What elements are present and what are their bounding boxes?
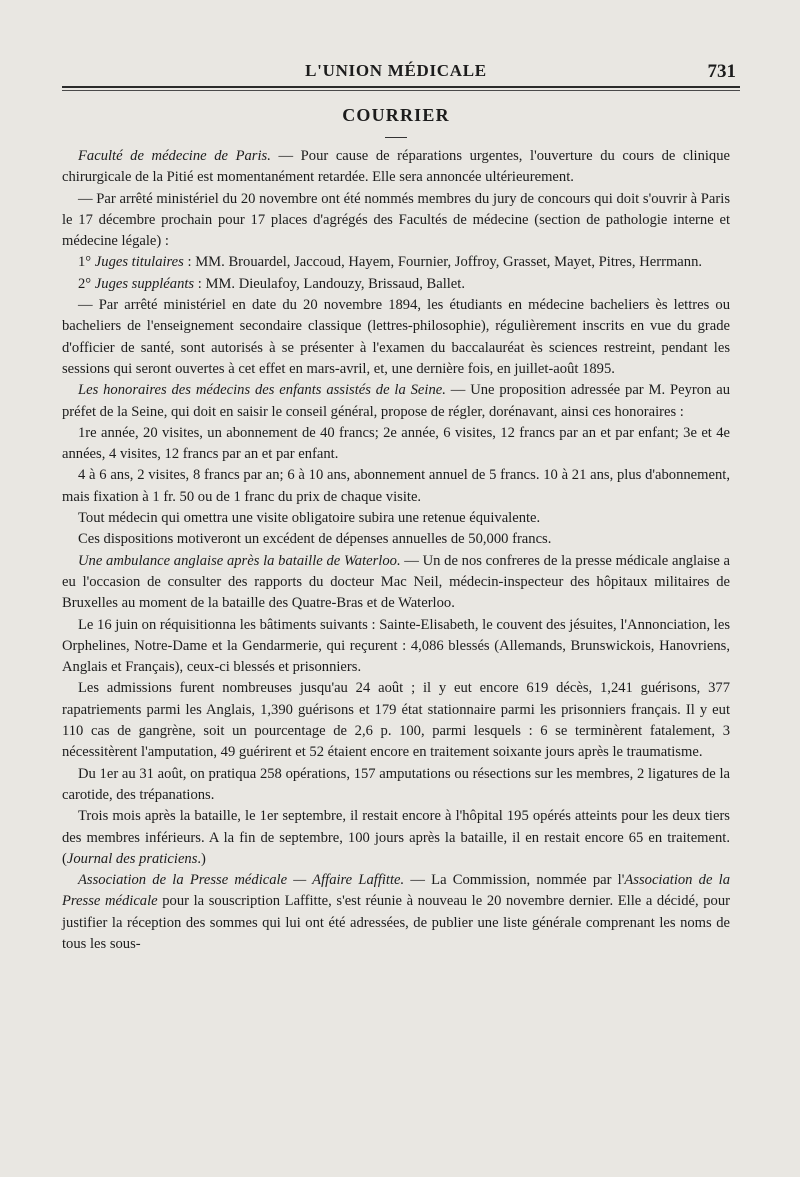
paragraph-annees [62,423,730,466]
paragraph-ages [62,465,730,508]
paragraph-juges-titulaires [62,252,730,273]
paragraph-lead: Juges titulaires [94,254,184,271]
paragraph-admissions [62,678,730,763]
paragraph-text: Du 1er au 31 août, on pratiqua 258 opérations, 157 amputations ou résections sur les membres, 2 ligatures de la carotide, des trépanations. [62,765,730,803]
paragraph-lead: Association de la Presse médicale — Affaire Laffitte. [78,872,405,889]
paragraph-text-2: pour la souscription Laffitte, s'est réunie à nouveau le 20 novembre dernier. Elle a décidé, pour justifier la réception des sommes qui lui ont été adressées, de publier une liste générale comprenant les noms de tous les sous- [62,893,730,952]
paragraph-association [62,870,730,955]
paragraph-text: : MM. Brouardel, Jaccoud, Hayem, Fournier, Joffroy, Grasset, Mayet, Pitres, Herrmann. [183,254,703,271]
paragraph-text: — Une proposition adressée par M. Peyron au préfet de la Seine, qui doit en saisir le conseil général, propose de régler, dorénavant, ainsi ces honoraires : [62,382,730,420]
paragraph-requisition [62,615,730,679]
paragraph-source: Journal des praticiens [66,850,198,867]
paragraph-text: — Pour cause de réparations urgentes, l'ouverture du cours de clinique chirurgicale de la Pitié est momentanément retardée. Elle sera annoncée ultérieurement. [62,148,730,186]
paragraph-text: : MM. Dieulafoy, Landouzy, Brissaud, Ballet. [194,275,465,292]
paragraph-lead: Les honoraires des médecins des enfants assistés de la Seine. [78,382,446,399]
paragraph-text: Les admissions furent nombreuses jusqu'au 24 août ; il y eut encore 619 décès, 1,241 guérisons, 377 rapatriements parmi les Anglais, 1,390 guérisons et 179 état stationnaire parmi les prisonniers français. Il y eut 110 cas de gangrène, soit un pourcentage de 2,6 p. 100, parmi lesquels : 6 se terminèrent fatalement, 3 nécessitèrent l'amputation, 49 guérirent et 52 étaient encore en traitement soixante jours après le traumatisme. [62,680,730,761]
page-number: 731 [707,61,736,82]
paragraph-retenue [62,508,730,529]
paragraph-jury [62,189,730,253]
header-rule-thick [62,86,740,88]
paragraph-juges-suppleants [62,274,730,295]
page-header [62,58,736,84]
paragraph-lead: Faculté de médecine de Paris. [78,148,271,164]
paragraph-tail: .) [197,850,206,867]
section-title: COURRIER [342,105,450,125]
paragraph-text: Ces dispositions motiveront un excédent de dépenses annuelles de 50,000 francs. [78,531,552,548]
paragraph-operations [62,764,730,807]
paragraph-text: — La Commission, nommée par l' [404,872,625,889]
paragraph-lead: Juges suppléants [94,275,195,292]
paragraph-honoraires [62,380,730,423]
paragraph-text: Tout médecin qui omettra une visite obligatoire subira une retenue équivalente. [78,510,541,527]
paragraph-text: 1re année, 20 visites, un abonnement de 40 francs; 2e année, 6 visites, 12 francs par an et par enfant; 3e et 4e années, 4 visites, 12 francs par an et par enfant. [62,424,730,463]
paragraph-depenses [62,529,730,550]
paragraph-text: Trois mois après la bataille, le 1er septembre, il restait encore à l'hôpital 195 opérés atteints pour les deux tiers des membres inférieurs. A la fin de septembre, 100 jours après la bataille, il en restait encore 65 en traitement. ( [62,808,730,867]
paragraph-mid-italic: Association de la Presse médicale [62,872,730,910]
paragraph-text: Le 16 juin on réquisitionna les bâtiments suivants : Sainte-Elisabeth, le couvent des jésuites, l'Annonciation, les Orphelines, Notre-Dame et la Gendarmerie, qui reçurent : 4,086 blessés (Allemands, Brunswickois, Hanovriens, Anglais et Français), ceux-ci blessés et prisonniers. [62,616,730,676]
paragraph-trois-mois [62,806,730,870]
paragraph-text: — Par arrêté ministériel du 20 novembre ont été nommés membres du jury de concours qui doit s'ouvrir à Paris le 17 décembre prochain pour 17 places d'agrégés des Facultés de médecine (section de pathologie interne et médecine légale) : [62,190,730,250]
title-dash [385,137,407,138]
paragraph-prefix: 2° [78,275,95,292]
running-title: L'UNION MÉDICALE [305,61,487,80]
paragraph-waterloo [62,551,730,615]
paragraph-faculte [62,146,730,189]
paragraph-prefix: 1° [78,254,95,271]
paragraph-text: 4 à 6 ans, 2 visites, 8 francs par an; 6 à 10 ans, abonnement annuel de 5 francs. 10 à 21 ans, plus d'abonnement, mais fixation à 1 fr. 50 ou de 1 franc du prix de chaque visite. [62,467,730,505]
paragraph-text: — Par arrêté ministériel en date du 20 novembre 1894, les étudiants en médecine bacheliers ès lettres ou bacheliers de l'enseignement secondaire classique (lettres-philosophie), régulièrement inscrits en vue du grade d'officier de santé, sont autorisés à se présenter à l'examen du baccalauréat ès sciences restreint, pendant les sessions qui seront ouvertes à cet effet en mars-avril, et, une dernière fois, en juillet-août 1895. [62,297,730,377]
paragraph-baccalaureat [62,295,730,380]
paragraph-lead: Une ambulance anglaise après la bataille de Waterloo. [78,552,401,569]
header-rule-thin [62,90,740,91]
article-body [62,146,730,955]
paragraph-text: — Un de nos confreres de la presse médicale anglaise a eu l'occasion de consulter des rapports du docteur Mac Neil, médecin-inspecteur des hôpitaux militaires de Bruxelles au moment de la bataille des Quatre-Bras et de Waterloo. [62,552,730,612]
